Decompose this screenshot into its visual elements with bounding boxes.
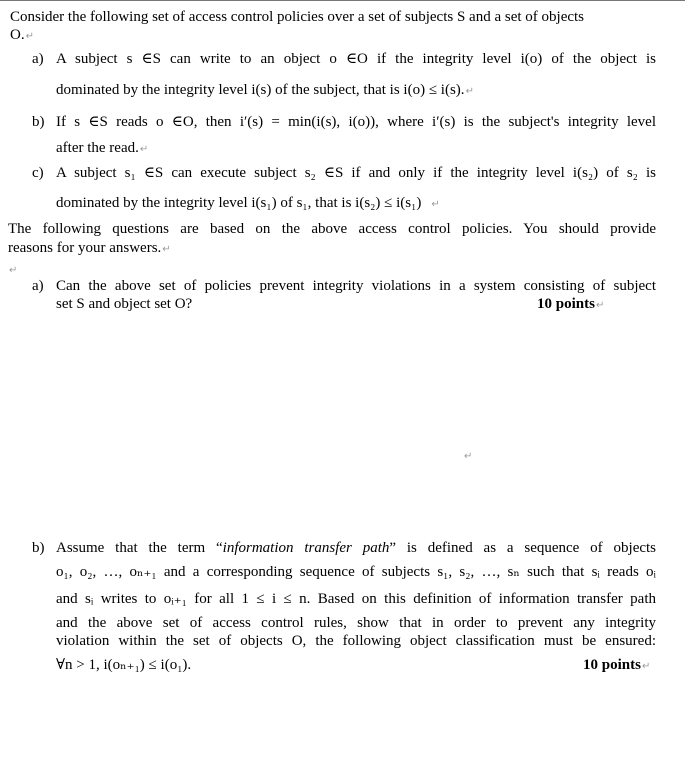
question-a-points — [537, 295, 604, 315]
question-b-line-2-text: o₁, o₂, …, oₙ₊₁ and a corresponding sequence of subjects s₁, s₂, …, sₙ such that sᵢ reads oᵢ — [56, 564, 656, 580]
question-b-term: information transfer path — [222, 540, 390, 556]
instructions-line-2 — [8, 239, 171, 259]
policy-a-line-2 — [56, 81, 474, 101]
question-b-formula: ∀n > 1, i(oₙ₊₁) ≤ i(o₁). — [56, 657, 192, 673]
question-b-points — [583, 656, 650, 676]
instructions-line-2-text: reasons for your answers. — [8, 240, 162, 256]
policy-a-line-1-text: A subject s ∈S can write to an object o ∈O if the integrity level i(o) of the object is — [56, 51, 656, 67]
policy-b-line-2-text: after the read. — [56, 140, 139, 156]
policy-c-line-2 — [56, 194, 440, 214]
question-b-line-3 — [56, 590, 656, 608]
policy-c-line-2-text: dominated by the integrity level i(s₁) of s₁, that is i(s₂) ≤ i(s₁) — [56, 195, 422, 211]
question-b-line-2 — [56, 563, 656, 581]
paragraph-mark: ↵ — [465, 86, 474, 97]
question-b-line-1-pre: Assume that the term “ — [56, 540, 223, 556]
question-a-points-text: 10 points — [537, 296, 595, 312]
question-b-label: b) — [32, 540, 45, 556]
paragraph-mark: ↵ — [162, 244, 171, 255]
policy-a-line-1 — [56, 50, 656, 68]
policy-b-line-1 — [56, 113, 656, 131]
question-b-line-5-text: violation within the set of objects O, the following object classification must be ensured: — [56, 633, 656, 649]
question-b-line-1-text — [56, 539, 656, 557]
policy-b-line-1-text: If s ∈S reads o ∈O, then i′(s) = min(i(s), i(o)), where i′(s) is the subject's integrity level — [56, 114, 656, 130]
instructions-line-1-text: The following questions are based on the above access control policies. You should provide — [8, 221, 656, 237]
intro-line-2 — [10, 26, 34, 46]
paragraph-mark: ↵ — [641, 661, 651, 672]
policy-b-line-2 — [56, 139, 148, 159]
question-a-line-1 — [56, 277, 656, 295]
paragraph-mark: ↵ — [9, 265, 18, 276]
question-b-line-5 — [56, 632, 656, 650]
question-b-points-text: 10 points — [583, 657, 641, 673]
paragraph-mark: ↵ — [464, 451, 473, 462]
paragraph-mark: ↵ — [431, 199, 440, 210]
policy-c-line-1-text: A subject s₁ ∈S can execute subject s₂ ∈S if and only if the integrity level i(s₂) of s₂ is — [56, 165, 656, 181]
policy-c-label: c) — [32, 165, 44, 181]
question-b-line-4 — [56, 614, 656, 632]
policy-a-label: a) — [32, 51, 44, 67]
answer-space-mark — [463, 446, 472, 466]
empty-paragraph — [8, 260, 17, 280]
policy-c-line-1 — [56, 164, 656, 182]
question-b-line-4-text: and the above set of access control rules, show that in order to prevent any integrity — [56, 615, 656, 631]
question-b-line-1 — [56, 539, 656, 557]
instructions-line-1 — [8, 220, 656, 238]
top-border — [0, 0, 685, 1]
question-a-label: a) — [32, 278, 44, 294]
intro-line-1: Consider the following set of access control policies over a set of subjects S and a set of objects — [10, 9, 585, 25]
paragraph-mark: ↵ — [595, 300, 605, 311]
policy-b-label: b) — [32, 114, 45, 130]
paragraph-mark: ↵ — [139, 144, 149, 155]
paragraph-mark: ↵ — [25, 31, 34, 42]
intro-line-2-text: O. — [10, 27, 25, 43]
question-a-line-2: set S and object set O? — [56, 296, 193, 312]
question-b-line-1-post: ” is defined as a sequence of objects — [389, 540, 657, 556]
policy-a-line-2-text: dominated by the integrity level i(s) of the subject, that is i(o) ≤ i(s). — [56, 82, 465, 98]
question-b-line-3-text: and sᵢ writes to oᵢ₊₁ for all 1 ≤ i ≤ n. Based on this definition of information transfer path — [56, 591, 656, 607]
question-a-line-1-text: Can the above set of policies prevent integrity violations in a system consisting of subject — [56, 278, 656, 294]
